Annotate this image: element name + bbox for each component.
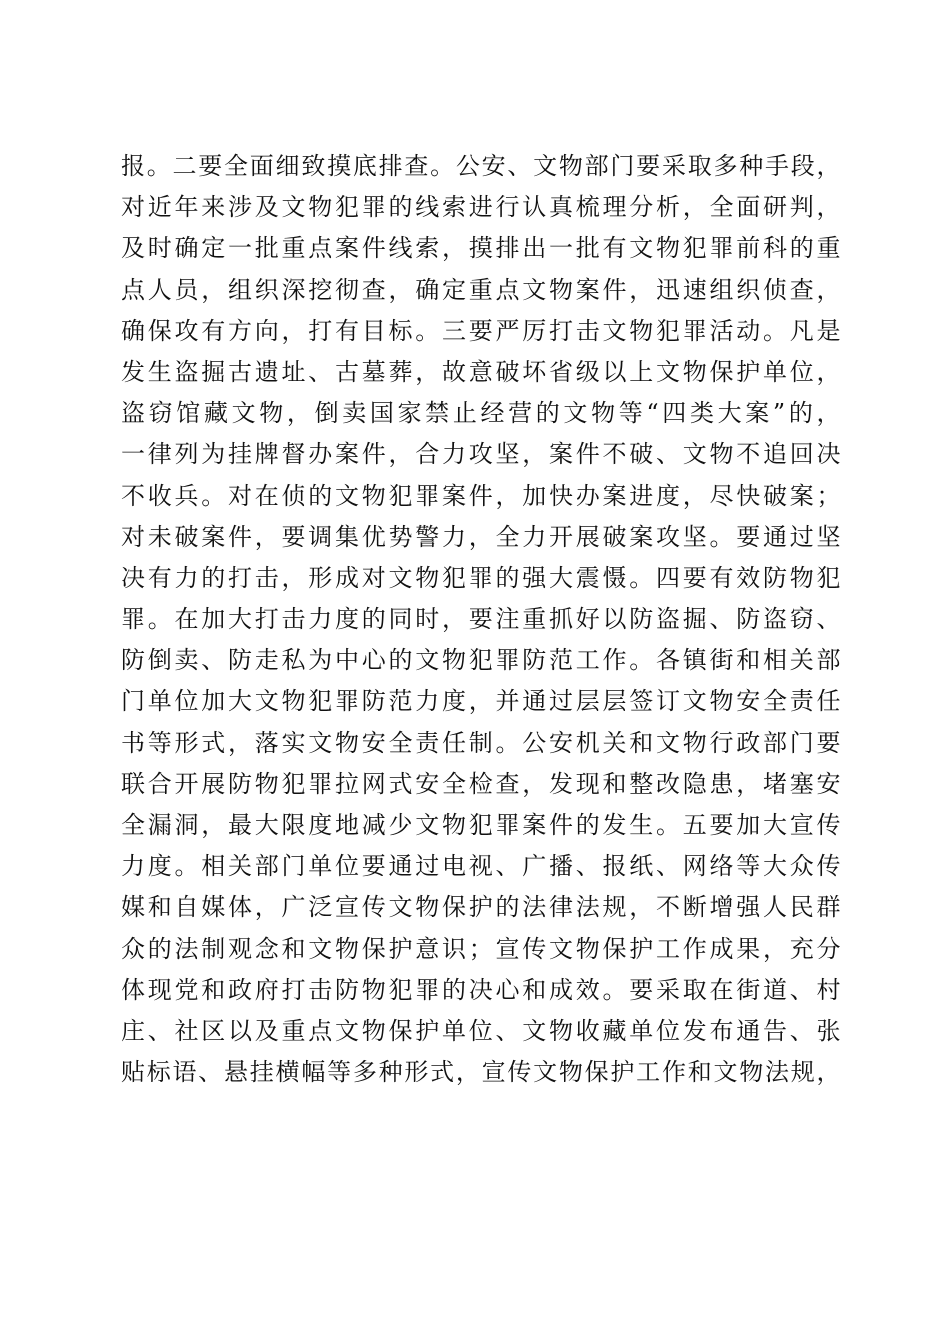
text-line: 众的法制观念和文物保护意识；宣传文物保护工作成果，充分 [121, 934, 841, 963]
text-line: 门单位加大文物犯罪防范力度，并通过层层签订文物安全责任 [121, 687, 841, 716]
text-line: 书等形式，落实文物安全责任制。公安机关和文物行政部门要 [121, 728, 841, 757]
text-line: 对近年来涉及文物犯罪的线索进行认真梳理分析，全面研判， [121, 193, 841, 222]
text-line: 庄、社区以及重点文物保护单位、文物收藏单位发布通告、张 [121, 1016, 841, 1045]
text-line: 全漏洞，最大限度地减少文物犯罪案件的发生。五要加大宣传 [121, 811, 841, 839]
text-line: 罪。在加大打击力度的同时，要注重抓好以防盗掘、防盗窃、 [121, 605, 841, 634]
text-line: 贴标语、悬挂横幅等多种形式，宣传文物保护工作和文物法规， [121, 1058, 841, 1087]
text-line: 及时确定一批重点案件线索，摸排出一批有文物犯罪前科的重 [121, 234, 841, 263]
text-line: 体现党和政府打击防物犯罪的决心和成效。要采取在街道、村 [121, 975, 841, 1004]
text-line: 发生盗掘古遗址、古墓葬，故意破坏省级以上文物保护单位， [121, 357, 841, 386]
text-line: 媒和自媒体，广泛宣传文物保护的法律法规，不断增强人民群 [121, 893, 841, 922]
body-paragraph [121, 146, 841, 1093]
text-line: 力度。相关部门单位要通过电视、广播、报纸、网络等大众传 [121, 852, 841, 881]
text-line: 防倒卖、防走私为中心的文物犯罪防范工作。各镇街和相关部 [121, 646, 841, 675]
text-line: 盗窃馆藏文物，倒卖国家禁止经营的文物等“四类大案”的， [121, 399, 841, 428]
text-line: 联合开展防物犯罪拉网式安全检查，发现和整改隐患，堵塞安 [121, 769, 841, 798]
text-line: 确保攻有方向，打有目标。三要严厉打击文物犯罪活动。凡是 [121, 316, 841, 345]
text-line: 一律列为挂牌督办案件，合力攻坚，案件不破、文物不追回决 [121, 440, 841, 469]
text-line: 决有力的打击，形成对文物犯罪的强大震慑。四要有效防物犯 [121, 563, 841, 592]
text-line: 对未破案件，要调集优势警力，全力开展破案攻坚。要通过坚 [121, 522, 841, 551]
text-line: 报。二要全面细致摸底排查。公安、文物部门要采取多种手段， [121, 152, 841, 180]
text-line: 点人员，组织深挖彻查，确定重点文物案件，迅速组织侦查， [121, 275, 841, 304]
text-line: 不收兵。对在侦的文物犯罪案件，加快办案进度，尽快破案； [121, 481, 841, 510]
